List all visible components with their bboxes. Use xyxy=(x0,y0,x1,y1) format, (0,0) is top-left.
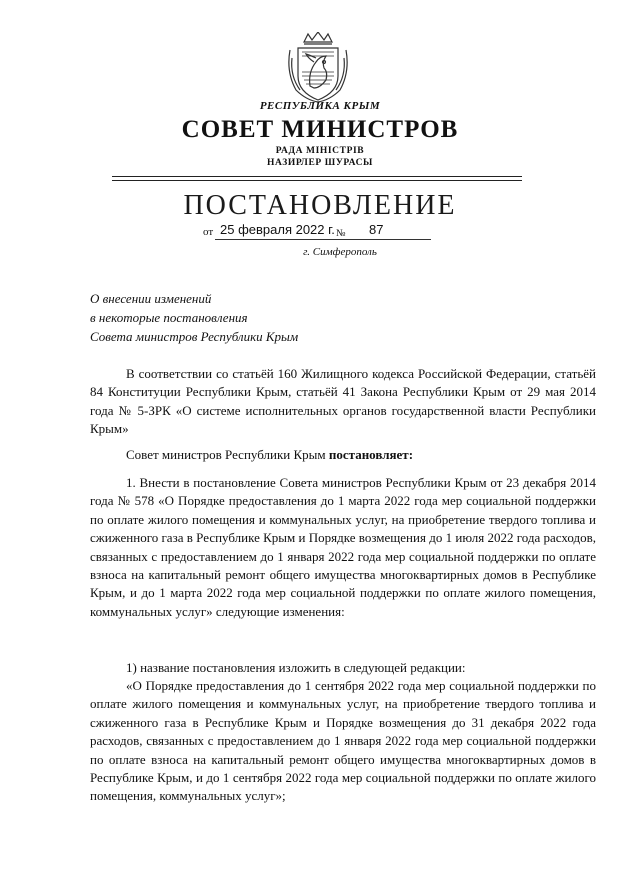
date-underline xyxy=(215,239,431,240)
item-1-1-paragraph: 1) название постановления изложить в следующей редакции: xyxy=(126,660,466,675)
item-1-1-text-paragraph: «О Порядке предоставления до 1 сентября 2022 года мер социальной поддержки по оплате жилого помещения и коммунальных услуг, на приобретение твердого топлива и сжиженного газа в Республике Крым и Порядке возмещения до 31 декабря 2022 года расходов, связанных с предоставлением до 1 января 2022 года мер социальной поддержки по оплате взноса на капитальный ремонт общего имущества многоквартирных домов в Республике Крым, и до 1 сентября 2022 года мер социальной поддержки по оплате жилого помещения, коммунальных услуг»; xyxy=(90,678,596,804)
header-divider-thick xyxy=(112,176,522,177)
council-title-ukrainian: РАДА МІНІСТРІВ xyxy=(275,146,365,156)
council-title: СОВЕТ МИНИСТРОВ xyxy=(181,116,459,143)
council-title-crimean-tatar: НАЗИРЛЕР ШУРАСЫ xyxy=(267,158,373,168)
subject-line: Совета министров Республики Крым xyxy=(90,329,299,344)
decree-number: 87 xyxy=(369,222,384,237)
city: г. Симферополь xyxy=(303,246,377,258)
decree-date: 25 февраля 2022 г. xyxy=(220,222,335,237)
date-prefix: от xyxy=(203,226,214,238)
header-divider-thin xyxy=(112,180,522,181)
resolves-paragraph xyxy=(90,446,596,464)
date-number-line xyxy=(203,222,433,244)
republic-name: РЕСПУБЛИКА КРЫМ xyxy=(259,100,381,112)
subject-line: О внесении изменений xyxy=(90,291,212,306)
subject-line: в некоторые постановления xyxy=(90,310,248,325)
crimea-coat-of-arms-icon xyxy=(286,32,350,104)
document-type-title: ПОСТАНОВЛЕНИЕ xyxy=(183,190,457,221)
document-subject xyxy=(90,289,490,346)
resolves-text: Совет министров Республики Крым xyxy=(126,447,329,462)
resolves-keyword: постановляет: xyxy=(328,447,414,462)
item-1-paragraph: 1. Внести в постановление Совета министров Республики Крым от 23 декабря 2014 года № 578 «О Порядке предоставления до 1 марта 2022 года мер социальной поддержки по оплате жилого помещения и коммунальных услуг, на приобретение твердого топлива и сжиженного газа в Республике Крым и Порядке возмещения до 1 июля 2022 года расходов, связанных с предоставлением до 1 января 2022 года мер социальной поддержки по оплате взноса на капитальный ремонт общего имущества многоквартирных домов в Республике Крым, и до 1 марта 2022 года мер социальной поддержки по оплате жилого помещения, коммунальных услуг» следующие изменения: xyxy=(90,475,596,619)
preamble-paragraph: В соответствии со статьёй 160 Жилищного кодекса Российской Федерации, статьёй 84 Конституции Республики Крым, статьёй 41 Закона Республики Крым от 29 мая 2014 года № 5-ЗРК «О системе исполнительных органов государственной власти Республики Крым» xyxy=(90,366,596,437)
number-prefix: № xyxy=(336,228,346,239)
